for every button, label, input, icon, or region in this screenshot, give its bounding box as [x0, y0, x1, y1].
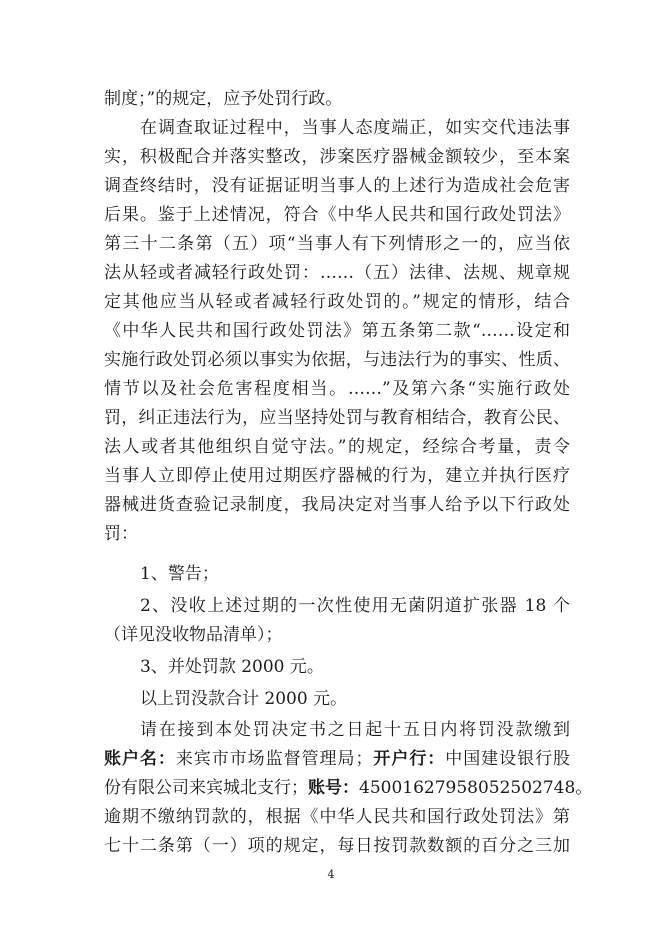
account-number-value: 45001627958052502748。	[359, 778, 593, 798]
penalty-item-2-cont: （详见没收物品清单）；	[104, 625, 283, 645]
penalty-total: 以上罚没款合计 2000 元。	[140, 689, 348, 709]
text-line-9: 《中华人民共和国行政处罚法》第五条第二款“……设定和	[104, 321, 570, 341]
text-line-11: 情节以及社会危害程度相当。……”及第六条“实施行政处	[104, 379, 570, 399]
bank-label: 开户行：	[372, 749, 446, 769]
account-name-value: 来宾市市场监督管理局；	[175, 749, 373, 769]
text-line-15: 器械进货查验记录制度，我局决定对当事人给予以下行政处	[104, 495, 570, 515]
text-line-10: 实施行政处罚必须以事实为依据，与违法行为的事实、性质、	[104, 350, 570, 370]
payment-line-1: 请在接到本处罚决定书之日起十五日内将罚没款缴到	[140, 720, 570, 740]
penalty-item-3: 3、并处罚款 2000 元。	[140, 657, 324, 677]
account-number-label: 账号：	[308, 778, 359, 798]
overdue-line-2: 七十二条第（一）项的规定，每日按罚款数额的百分之三加	[104, 836, 570, 856]
payment-account-line-2	[104, 773, 593, 803]
text-line-12: 罚，纠正违法行为，应当坚持处罚与教育相结合，教育公民、	[104, 408, 570, 428]
bank-value: 中国建设银行股	[445, 749, 571, 769]
text-line-3: 实，积极配合并落实整改，涉案医疗器械金额较少，至本案	[104, 147, 570, 167]
text-line-1: 制度；”的规定，应予处罚行政。	[104, 89, 343, 109]
text-line-7: 法从轻或者减轻行政处罚：……（五）法律、法规、规章规	[104, 263, 570, 283]
payment-account-line	[104, 744, 570, 774]
text-line-4: 调查终结时，没有证据证明当事人的上述行为造成社会危害	[104, 176, 570, 196]
text-line-6: 第三十二条第（五）项“当事人有下列情形之一的，应当依	[104, 234, 570, 254]
text-line-2: 在调查取证过程中，当事人态度端正，如实交代违法事	[140, 118, 570, 138]
overdue-line-1: 逾期不缴纳罚款的，根据《中华人民共和国行政处罚法》第	[104, 807, 570, 827]
text-line-16: 罚：	[104, 524, 138, 544]
page-number: 4	[327, 868, 335, 881]
account-name-label: 账户名：	[104, 749, 176, 769]
penalty-item-1: 1、警告；	[140, 564, 219, 584]
text-line-14: 当事人立即停止使用过期医疗器械的行为，建立并执行医疗	[104, 466, 570, 486]
penalty-item-2: 2、没收上述过期的一次性使用无菌阴道扩张器 18 个	[140, 596, 570, 616]
bank-value-cont: 份有限公司来宾城北支行；	[104, 778, 308, 798]
text-line-5: 后果。鉴于上述情况，符合《中华人民共和国行政处罚法》	[104, 205, 570, 225]
text-line-13: 法人或者其他组织自觉守法。”的规定，经综合考量，责令	[104, 437, 570, 457]
text-line-8: 定其他应当从轻或者减轻行政处罚的。”规定的情形，结合	[104, 292, 570, 312]
